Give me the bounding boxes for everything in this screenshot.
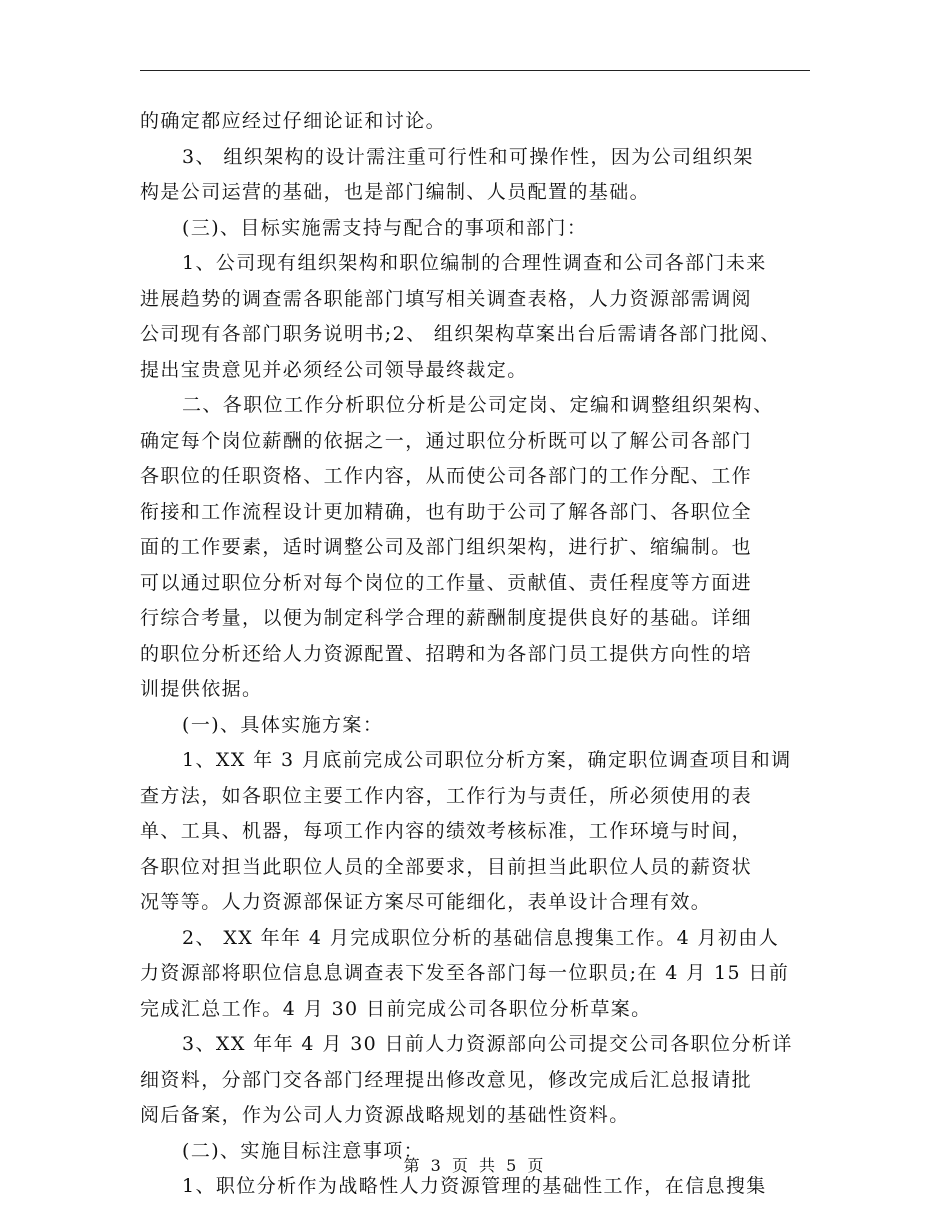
text-line: 的确定都应经过仔细论证和讨论。 [140,110,447,132]
page-footer: 第 3 页 共 5 页 [403,1156,547,1175]
text-line: 各职位对担当此职位人员的全部要求，目前担当此职位人员的薪资状 [140,855,753,878]
text-line: 的职位分析还给人力资源配置、招聘和为各部门员工提供方向性的培 [140,642,753,665]
text-line: 构是公司运营的基础，也是部门编制、人员配置的基础。 [140,181,651,203]
text-line: 确定每个岗位薪酬的依据之一，通过职位分析既可以了解公司各部门 [140,429,753,452]
text-line: 各职位的任职资格、工作内容，从而使公司各部门的工作分配、工作 [140,465,753,487]
text-line: 训提供依据。 [140,678,263,700]
text-line: 细资料，分部门交各部门经理提出修改意见，修改完成后汇总报请批 [140,1068,753,1091]
text-line: 可以通过职位分析对每个岗位的工作量、贡献值、责任程度等方面进 [140,571,753,594]
text-line: 3、 组织架构的设计需注重可行性和可操作性，因为公司组织架 [182,145,754,168]
text-line: 2、 XX 年年 4 月完成职位分析的基础信息搜集工作。4 月初由人 [182,926,780,949]
text-line: 1、公司现有组织架构和职位编制的合理性调查和公司各部门未来 [182,252,767,274]
text-line: 二、各职位工作分析职位分析是公司定岗、定编和调整组织架构、 [182,394,774,416]
text-line: (二)、实施目标注意事项： [182,1139,425,1162]
text-line: 力资源部将职位信息息调查表下发至各部门每一位职员;在 4 月 15 日前 [140,962,790,984]
text-line: (一)、具体实施方案： [182,713,384,736]
header-rule [140,70,810,71]
text-line: (三)、目标实施需支持与配合的事项和部门： [182,216,588,239]
document-body [140,104,820,1205]
text-line: 1、职位分析作为战略性人力资源管理的基础性工作，在信息搜集 [182,1175,767,1197]
text-line: 况等等。人力资源部保证方案尽可能细化，表单设计合理有效。 [140,891,712,913]
text-line: 面的工作要素，适时调整公司及部门组织架构，进行扩、缩编制。也 [140,536,753,558]
text-line: 1、XX 年 3 月底前完成公司职位分析方案，确定职位调查项目和调 [182,749,792,771]
text-line: 3、XX 年年 4 月 30 日前人力资源部向公司提交公司各职位分析详 [182,1033,793,1055]
text-line: 衔接和工作流程设计更加精确，也有助于公司了解各部门、各职位全 [140,500,753,523]
text-line: 阅后备案，作为公司人力资源战略规划的基础性资料。 [140,1104,630,1126]
text-line: 行综合考量，以便为制定科学合理的薪酬制度提供良好的基础。详细 [140,607,753,629]
text-line: 完成汇总工作。4 月 30 日前完成公司各职位分析草案。 [140,997,652,1020]
text-line: 提出宝贵意见并必须经公司领导最终裁定。 [140,358,528,381]
text-line: 进展趋势的调查需各职能部门填写相关调查表格，人力资源部需调阅 [140,287,753,310]
text-line: 查方法，如各职位主要工作内容，工作行为与责任，所必须使用的表 [140,784,753,807]
text-line: 单、工具、机器，每项工作内容的绩效考核标准，工作环境与时间， [140,820,753,842]
text-line: 公司现有各部门职务说明书;2、 组织架构草案出台后需请各部门批阅、 [140,323,781,345]
